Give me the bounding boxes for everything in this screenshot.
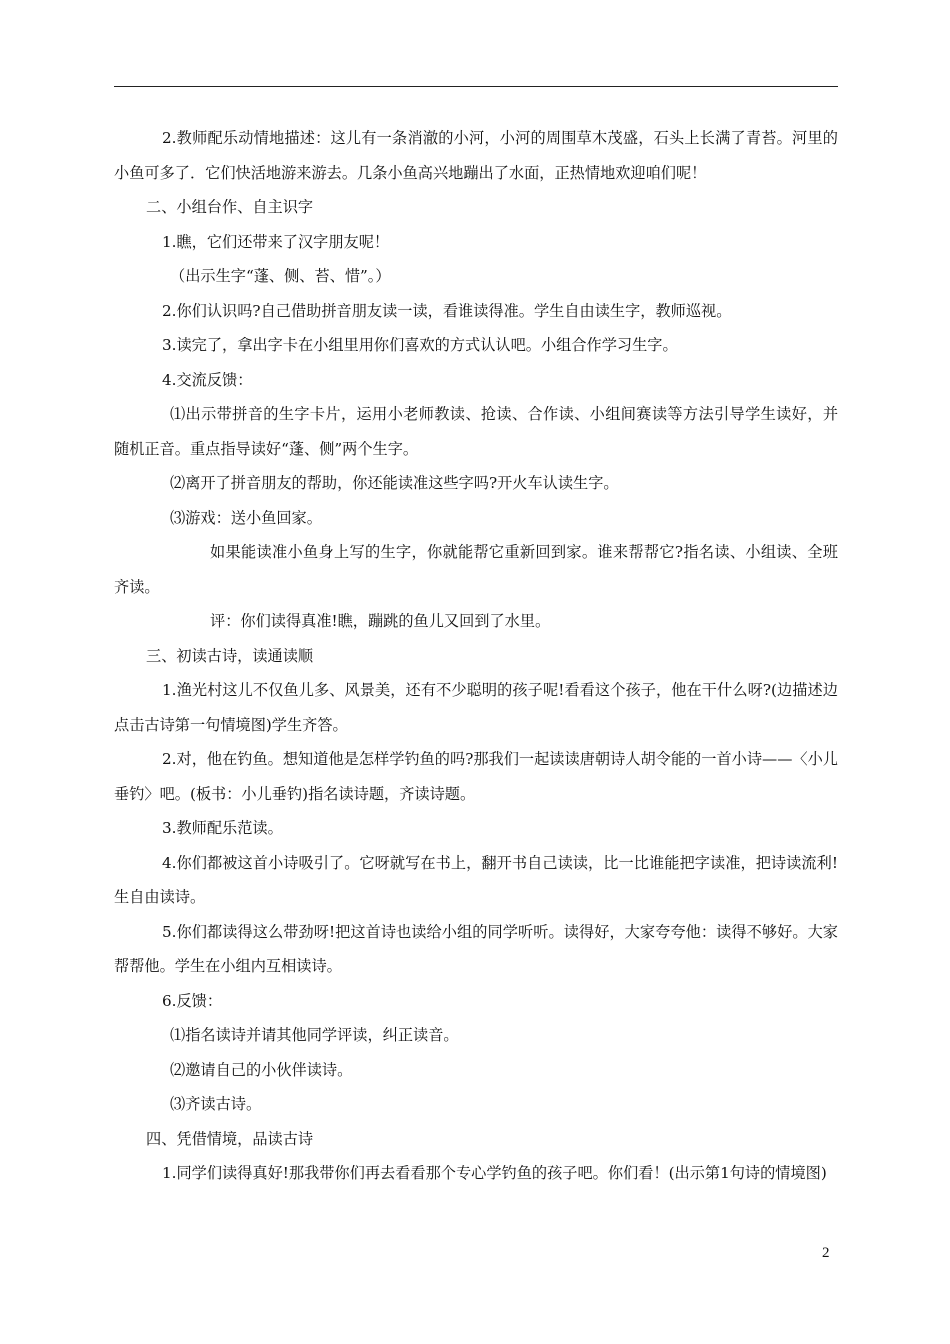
paragraph: ⑴指名读诗并请其他同学评读，纠正读音。 [170,1026,459,1044]
paragraph: 3.读完了，拿出字卡在小组里用你们喜欢的方式认认吧。小组合作学习生字。 [162,336,678,354]
paragraph: 如果能读准小鱼身上写的生字，你就能帮它重新回到家。谁来帮帮它?指名读、小组读、全班齐读。 [114,543,838,596]
section-heading: 四、凭借情境，品读古诗 [146,1129,314,1148]
paragraph: 1.同学们读得真好!那我带你们再去看看那个专心学钓鱼的孩子吧。你们看！(出示第1句诗的情境图) [162,1164,827,1182]
paragraph: 2.教师配乐动情地描述：这儿有一条消澈的小河，小河的周围草木茂盛，石头上长满了青苔。河里的小鱼可多了．它们快活地游来游去。几条小鱼高兴地蹦出了水面，正热情地欢迎咱们呢！ [114,129,838,182]
paragraph: 评：你们读得真准!瞧，蹦跳的鱼儿又回到了水里。 [210,612,551,630]
paragraph: （出示生字“蓬、侧、苔、惜”。） [170,267,391,285]
paragraph: ⑶游戏：送小鱼回家。 [170,508,322,527]
paragraph: 2.你们认识吗?自己借助拼音朋友读一读，看谁读得准。学生自由读生字，教师巡视。 [162,301,732,320]
page-number: 2 [822,1245,830,1261]
section-heading: 三、初读古诗，读通读顺 [146,646,314,665]
document-body [114,121,838,1191]
paragraph: ⑵邀请自己的小伙伴读诗。 [170,1060,353,1079]
paragraph: ⑴出示带拼音的生字卡片，运用小老师教读、抢读、合作读、小组间赛读等方法引导学生读好，并随机正音。重点指导读好“蓬、侧”两个生字。 [114,405,838,458]
paragraph: 2.对，他在钓鱼。想知道他是怎样学钓鱼的吗?那我们一起读读唐朝诗人胡令能的一首小诗——〈小儿垂钓〉吧。(板书：小儿垂钓)指名读诗题，齐读诗题。 [114,750,838,803]
paragraph: 4.你们都被这首小诗吸引了。它呀就写在书上，翻开书自己读读，比一比谁能把字读准，把诗读流利!生自由读诗。 [114,853,838,906]
paragraph: 5.你们都读得这么带劲呀!把这首诗也读给小组的同学听听。读得好，大家夸夸他：读得不够好。大家帮帮他。学生在小组内互相读诗。 [114,922,838,975]
paragraph: 1.渔光村这儿不仅鱼儿多、风景美，还有不少聪明的孩子呢!看看这个孩子，他在干什么呀?(边描述边点击古诗第一句情境图)学生齐答。 [114,681,838,734]
paragraph: 6.反馈： [162,991,223,1010]
paragraph: ⑶齐读古诗。 [170,1095,262,1113]
paragraph: ⑵离开了拼音朋友的帮助，你还能读准这些字吗?开火车认读生字。 [170,474,619,492]
header-rule [114,86,838,87]
section-heading: 二、小组台作、自主识字 [146,198,314,216]
paragraph: 4.交流反馈： [162,370,253,389]
paragraph: 1.瞧，它们还带来了汉字朋友呢！ [162,232,390,251]
paragraph: 3.教师配乐范读。 [162,819,283,837]
